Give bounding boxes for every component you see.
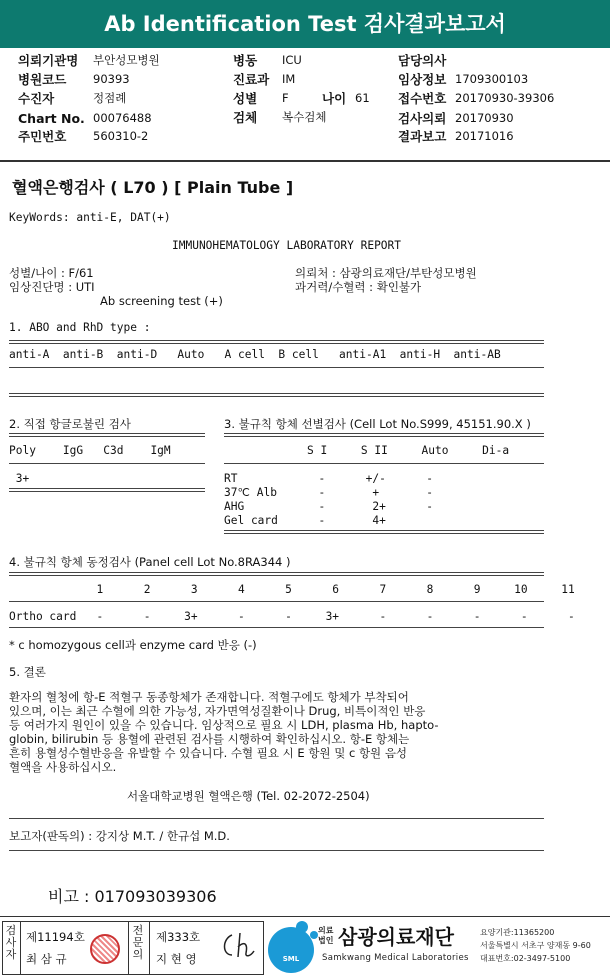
value-sex: F	[282, 91, 289, 105]
value-receipt-no: 20170930-39306	[455, 91, 555, 105]
sex-age: 성별/나이 : F/61	[9, 266, 94, 280]
value-ward: ICU	[282, 53, 302, 67]
value-hospital-code: 90393	[93, 72, 130, 86]
double-rule	[9, 488, 205, 492]
single-rule	[9, 818, 544, 819]
screening-title: 3. 불규칙 항체 선별검사 (Cell Lot No.S999, 45151.90.X )	[224, 417, 531, 431]
panel-note: * c homozygous cell과 enzyme card 반응 (-)	[9, 638, 257, 652]
logo-dot-icon	[296, 921, 308, 933]
inspector-vertical-label	[4, 925, 18, 961]
abo-rhd-title: 1. ABO and RhD type :	[9, 321, 151, 334]
transfusion-history: 과거력/수혈력 : 확인불가	[295, 280, 422, 294]
label-sex: 성별	[233, 91, 258, 106]
header-divider	[0, 160, 610, 162]
requester: 의뢰처 : 삼광의료재단/부탄성모병원	[295, 266, 477, 280]
screening-row-values: - + -	[305, 486, 433, 499]
screening-result: Ab screening test (+)	[100, 294, 223, 308]
conclusion-line: globin, bilirubin 등 용혈에 관련된 검사를 시행하여 확인하십시오. 항-E 항체는	[9, 732, 410, 746]
inspector-name: 최 삼 규	[26, 952, 67, 966]
label-specimen: 검체	[233, 110, 258, 125]
screening-row-values: - 4+	[305, 514, 386, 527]
specialist-name: 지 현 영	[156, 952, 197, 966]
vert-char: 전	[132, 924, 144, 937]
divider	[20, 921, 21, 975]
conclusion-line: 흔히 용혈성수혈반응을 유발할 수 있습니다. 수혈 필요 시 E 항원 및 c 항원 음성	[9, 746, 408, 760]
conclusion-line: 환자의 혈청에 항-E 적혈구 동종항체가 존재합니다. 적혈구에도 항체가 부착되어	[9, 690, 409, 704]
section-title: 혈액은행검사 ( L70 ) [ Plain Tube ]	[12, 178, 294, 197]
value-requesting-institution: 부안성모병원	[93, 53, 160, 67]
label-hospital-code: 병원코드	[18, 72, 67, 87]
value-resident-no: 560310-2	[93, 129, 149, 143]
label-doctor: 담당의사	[398, 53, 447, 68]
inspector-license: 제11194호	[26, 930, 85, 944]
specialist-vertical-label	[131, 925, 145, 961]
conclusion-line: 혈액을 사용하십시오.	[9, 760, 117, 774]
vert-char: 문	[132, 936, 144, 949]
screening-row-label: RT	[224, 472, 238, 485]
double-rule	[9, 340, 544, 344]
label-department: 진료과	[233, 72, 270, 87]
foundation-name: 삼광의료재단	[338, 925, 454, 949]
value-clinical-info: 1709300103	[455, 72, 529, 86]
foundation-english: Samkwang Medical Laboratories	[322, 953, 469, 963]
double-rule	[9, 572, 544, 576]
vert-char: 자	[5, 948, 17, 961]
foundation-prefix: 법인	[318, 936, 334, 945]
label-chart-no: Chart No.	[18, 111, 85, 126]
divider	[128, 921, 129, 975]
panel-row: Ortho card - - 3+ - - 3+ - - - - -	[9, 610, 575, 623]
specialist-license: 제333호	[156, 930, 201, 944]
single-rule	[9, 627, 544, 628]
screening-row-label: AHG	[224, 500, 245, 513]
clinical-diagnosis: 임상진단명 : UTI	[9, 280, 95, 294]
vert-char: 검	[5, 924, 17, 937]
conclusion-line: 있으며, 이는 최근 수혈에 의한 가능성, 자가면역성질환이나 Drug, 비특이적인 반응	[9, 704, 426, 718]
hospital-blood-bank: 서울대학교병원 혈액은행 (Tel. 02-2072-2504)	[127, 789, 370, 803]
sml-logo-icon	[268, 927, 314, 973]
value-specimen: 복수검체	[282, 110, 327, 124]
label-ward: 병동	[233, 53, 258, 68]
screening-row-values: - +/- -	[305, 472, 433, 485]
screening-row-values: - 2+ -	[305, 500, 433, 513]
label-test-request: 검사의뢰	[398, 111, 447, 126]
foundation-prefix: 의료	[318, 926, 334, 935]
keywords: KeyWords: anti-E, DAT(+)	[9, 211, 171, 224]
value-patient: 정점례	[93, 91, 127, 105]
label-patient: 수진자	[18, 91, 55, 106]
divider	[149, 921, 150, 975]
address: 서울특별시 서초구 양재동 9-60	[480, 941, 591, 950]
value-result-report: 20171016	[455, 129, 514, 143]
patient-header	[0, 48, 610, 160]
abo-rhd-header: anti-A anti-B anti-D Auto A cell B cell anti-A1 anti-H anti-AB	[9, 348, 501, 361]
panel-title: 4. 불규칙 항체 동정검사 (Panel cell Lot No.8RA344 )	[9, 555, 291, 569]
double-rule	[9, 393, 544, 397]
footer	[0, 916, 610, 979]
dat-header: Poly IgG C3d IgM	[9, 444, 171, 457]
vert-char: 사	[5, 936, 17, 949]
double-rule	[9, 433, 205, 437]
reporter: 보고자(판독의) : 강지상 M.T. / 한규섭 M.D.	[9, 829, 230, 843]
label-result-report: 결과보고	[398, 129, 447, 144]
screening-row-label: Gel card	[224, 514, 278, 527]
vert-char: 의	[132, 948, 144, 961]
single-rule	[9, 367, 544, 368]
value-chart-no: 00076488	[93, 111, 152, 125]
single-rule	[9, 850, 544, 851]
screening-header: S I S II Auto Di-a	[307, 444, 510, 457]
phone: 대표번호:02-3497-5100	[480, 954, 571, 963]
conclusion-line: 등 여러가지 원인이 있을 수 있습니다. 임상적으로 필요 시 LDH, plasma Hb, hapto-	[9, 718, 439, 732]
value-age: 61	[355, 91, 370, 105]
panel-header: 1 2 3 4 5 6 7 8 9 10 11	[9, 583, 575, 596]
report-title: Ab Identification Test 검사결과보고서	[0, 0, 610, 48]
single-rule	[224, 463, 544, 464]
logo-text: SML	[282, 955, 300, 963]
label-age: 나이	[322, 91, 347, 106]
screening-row-label: 37℃ Alb	[224, 486, 277, 499]
value-department: IM	[282, 72, 296, 86]
conclusion-title: 5. 결론	[9, 665, 46, 679]
double-rule	[224, 530, 544, 534]
remark: 비고 : 017093039306	[48, 887, 217, 906]
label-clinical-info: 임상정보	[398, 72, 447, 87]
signature-icon	[218, 929, 258, 963]
label-resident-no: 주민번호	[18, 129, 67, 144]
value-test-request: 20170930	[455, 111, 514, 125]
dat-title: 2. 직접 항글로불린 검사	[9, 417, 131, 431]
label-requesting-institution: 의뢰기관명	[18, 53, 79, 68]
logo-dot-icon	[310, 931, 318, 939]
seal-icon	[90, 934, 120, 964]
double-rule	[224, 433, 544, 437]
single-rule	[9, 463, 205, 464]
institution-code: 요양기관:11365200	[480, 928, 555, 937]
label-receipt-no: 접수번호	[398, 91, 447, 106]
single-rule	[9, 601, 544, 602]
lab-report-title: IMMUNOHEMATOLOGY LABORATORY REPORT	[172, 239, 402, 252]
dat-value: 3+	[9, 472, 30, 485]
